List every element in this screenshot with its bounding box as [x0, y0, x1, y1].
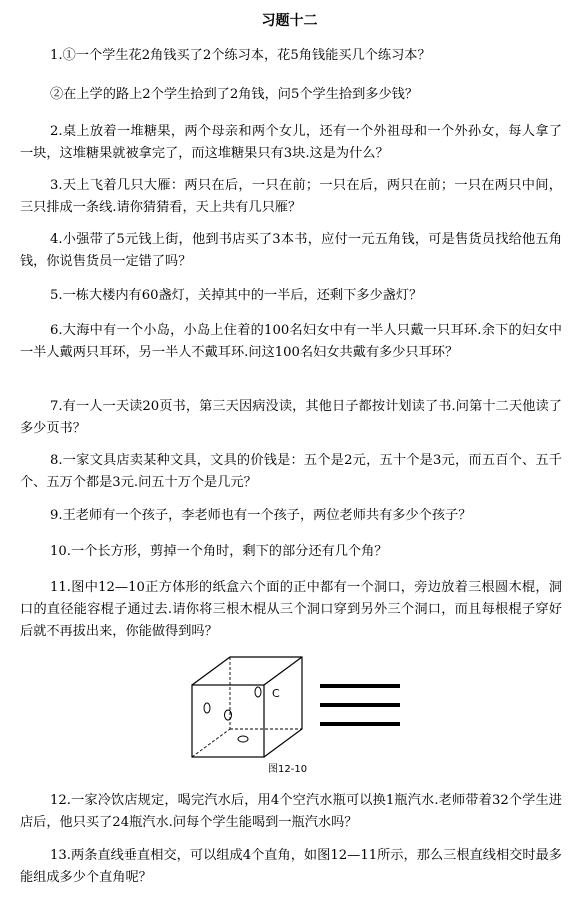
problem-7: 7.有一人一天读20页书，第三天因病没读，其他日子都按计划读了书.问第十二天他读了多少页书？ — [20, 399, 562, 436]
problem-8: 8.一家文具店卖某种文具，文具的价钱是：五个是2元，五十个是3元，而五百个、五千个、五万个都是3元.问五十万个是几元？ — [20, 453, 562, 490]
cube-hidden-diagonal — [192, 729, 230, 757]
stick-3 — [320, 722, 400, 726]
stick-2 — [320, 703, 400, 707]
problem-5: 5.一栋大楼内有60盏灯，关掉其中的一半后，还剩下多少盏灯？ — [50, 288, 423, 303]
problem-1-2: ②在上学的路上2个学生拾到了2角钱，问5个学生拾到多少钱？ — [50, 87, 419, 102]
hole-label-c: C — [272, 687, 280, 700]
problem-9: 9.王老师有一个孩子，李老师也有一个孩子，两位老师共有多少个孩子？ — [50, 508, 472, 523]
stick-1 — [320, 684, 400, 688]
hole-left — [204, 703, 210, 713]
cube-back-edges — [192, 657, 302, 757]
problem-13: 13.两条直线垂直相交，可以组成4个直角，如图12—11所示，那么三根直线相交时最多能组成多少个直角呢？ — [20, 848, 562, 885]
problem-12: 12.一家冷饮店规定，喝完汽水后，用4个空汽水瓶可以换1瓶汽水.老师带着32个学生进店后，他只买了24瓶汽水.问每个学生能喝到一瓶汽水吗？ — [20, 793, 562, 830]
problem-10: 10.一个长方形，剪掉一个角时，剩下的部分还有几个角？ — [50, 544, 388, 559]
hole-bottom — [238, 736, 248, 742]
problem-1-1: 1.①一个学生花2角钱买了2个练习本，花5角钱能买几个练习本？ — [50, 48, 431, 63]
problem-11: 11.图中12—10正方体形的纸盒六个面的正中都有一个洞口，旁边放着三根圆木棍，洞口的直径能容棍子通过去.请你将三根木棍从三个洞口穿到另外三个洞口，而且每根棍子穿好后就不再拔出来，你能做得到吗？ — [20, 580, 562, 639]
problem-2: 2.桌上放着一堆糖果，两个母亲和两个女儿，还有一个外祖母和一个外孙女，每人拿了一块，这堆糖果就被拿完了，而这堆糖果只有3块.这是为什么？ — [20, 124, 562, 161]
hole-top — [255, 687, 261, 697]
cube-figure — [190, 655, 410, 775]
cube-top-edge — [264, 657, 302, 685]
problem-6: 6.大海中有一个小岛，小岛上住着的100名妇女中有一半人只戴一只耳环.余下的妇女中一半人戴两只耳环，另一半人不戴耳环.问这100名妇女共戴有多少只耳环？ — [20, 323, 562, 360]
figure-caption: 图12-10 — [268, 764, 308, 775]
cube-front-face — [192, 685, 264, 757]
page-title: 习题十二 — [261, 13, 318, 29]
problem-3: 3.天上飞着几只大雁：两只在后，一只在前；一只在后，两只在前；一只在两只中间，三只排成一条线.请你猜猜看，天上共有几只雁？ — [20, 178, 562, 215]
problem-4: 4.小强带了5元钱上街，他到书店买了3本书，应付一元五角钱，可是售货员找给他五角钱，你说售货员一定错了吗？ — [20, 232, 562, 269]
